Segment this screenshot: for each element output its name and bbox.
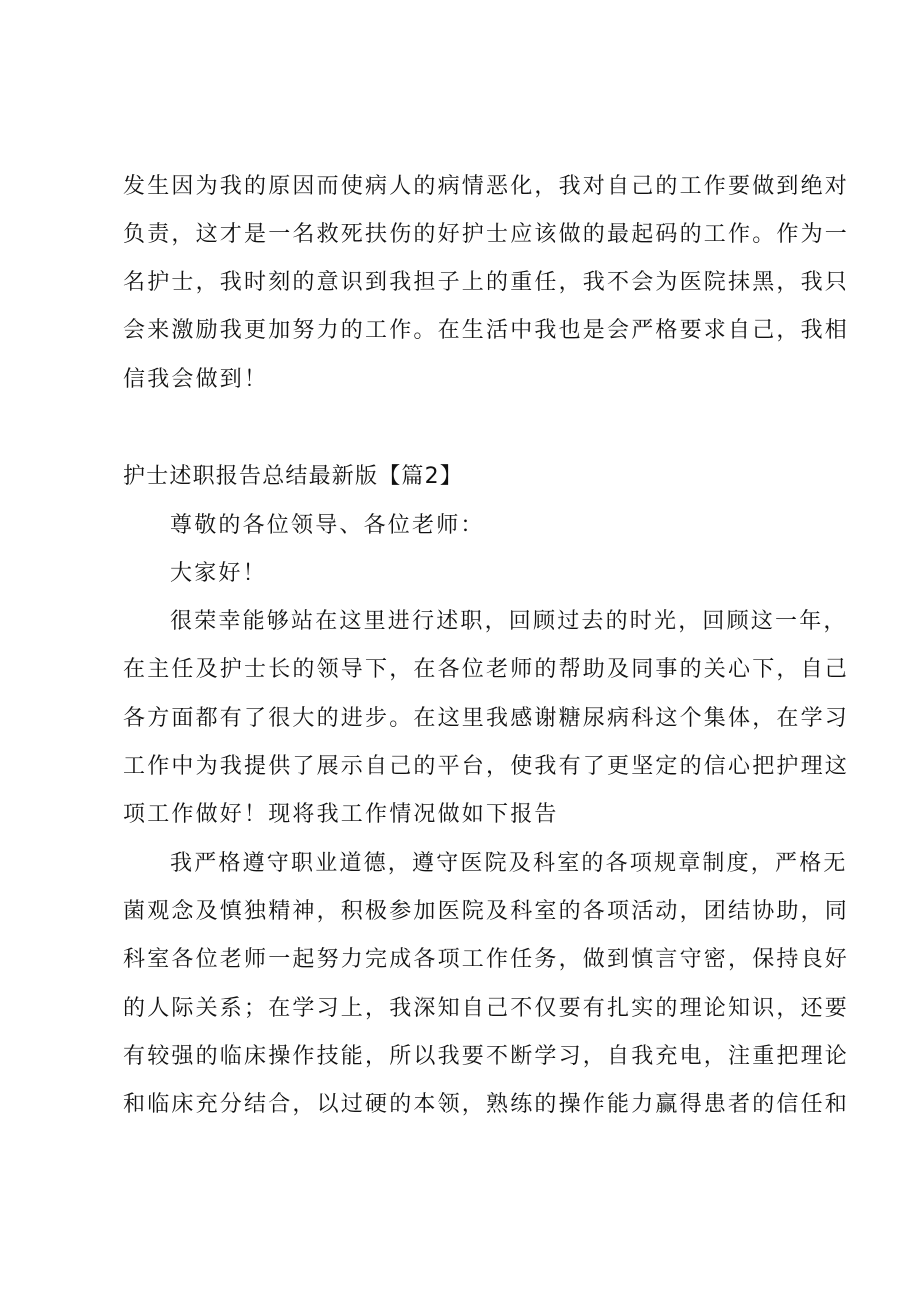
text-line: 有较强的临床操作技能，所以我要不断学习，自我充电，注重把理论 bbox=[123, 1044, 850, 1069]
greeting: 大家好！ bbox=[170, 561, 267, 586]
text-line: 各方面都有了很大的进步。在这里我感谢糖尿病科这个集体，在学习 bbox=[123, 706, 850, 731]
text-line: 信我会做到！ bbox=[123, 367, 269, 392]
text-line: 项工作做好！现将我工作情况做如下报告 bbox=[123, 802, 559, 827]
text-line: 名护士，我时刻的意识到我担子上的重任，我不会为医院抹黑，我只 bbox=[123, 270, 850, 295]
text-line: 的人际关系；在学习上，我深知自己不仅要有扎实的理论知识，还要 bbox=[123, 996, 850, 1021]
text-line: 和临床充分结合，以过硬的本领，熟练的操作能力赢得患者的信任和 bbox=[123, 1092, 850, 1117]
text-line: 会来激励我更加努力的工作。在生活中我也是会严格要求自己，我相 bbox=[123, 318, 850, 343]
text-line: 工作中为我提供了展示自己的平台，使我有了更坚定的信心把护理这 bbox=[123, 754, 850, 779]
text-line: 发生因为我的原因而使病人的病情恶化，我对自己的工作要做到绝对 bbox=[123, 174, 850, 199]
text-line: 菌观念及慎独精神，积极参加医院及科室的各项活动，团结协助，同 bbox=[123, 899, 850, 924]
text-line: 科室各位老师一起努力完成各项工作任务，做到慎言守密，保持良好 bbox=[123, 947, 850, 972]
text-line: 负责，这才是一名救死扶伤的好护士应该做的最起码的工作。作为一 bbox=[123, 222, 850, 247]
salutation: 尊敬的各位领导、各位老师： bbox=[170, 513, 485, 538]
text-line: 我严格遵守职业道德，遵守医院及科室的各项规章制度，严格无 bbox=[170, 851, 848, 876]
section-heading: 护士述职报告总结最新版【篇2】 bbox=[123, 464, 463, 489]
text-line: 在主任及护士长的领导下，在各位老师的帮助及同事的关心下，自己 bbox=[123, 657, 850, 682]
text-line: 很荣幸能够站在这里进行述职，回顾过去的时光，回顾这一年， bbox=[170, 609, 848, 634]
